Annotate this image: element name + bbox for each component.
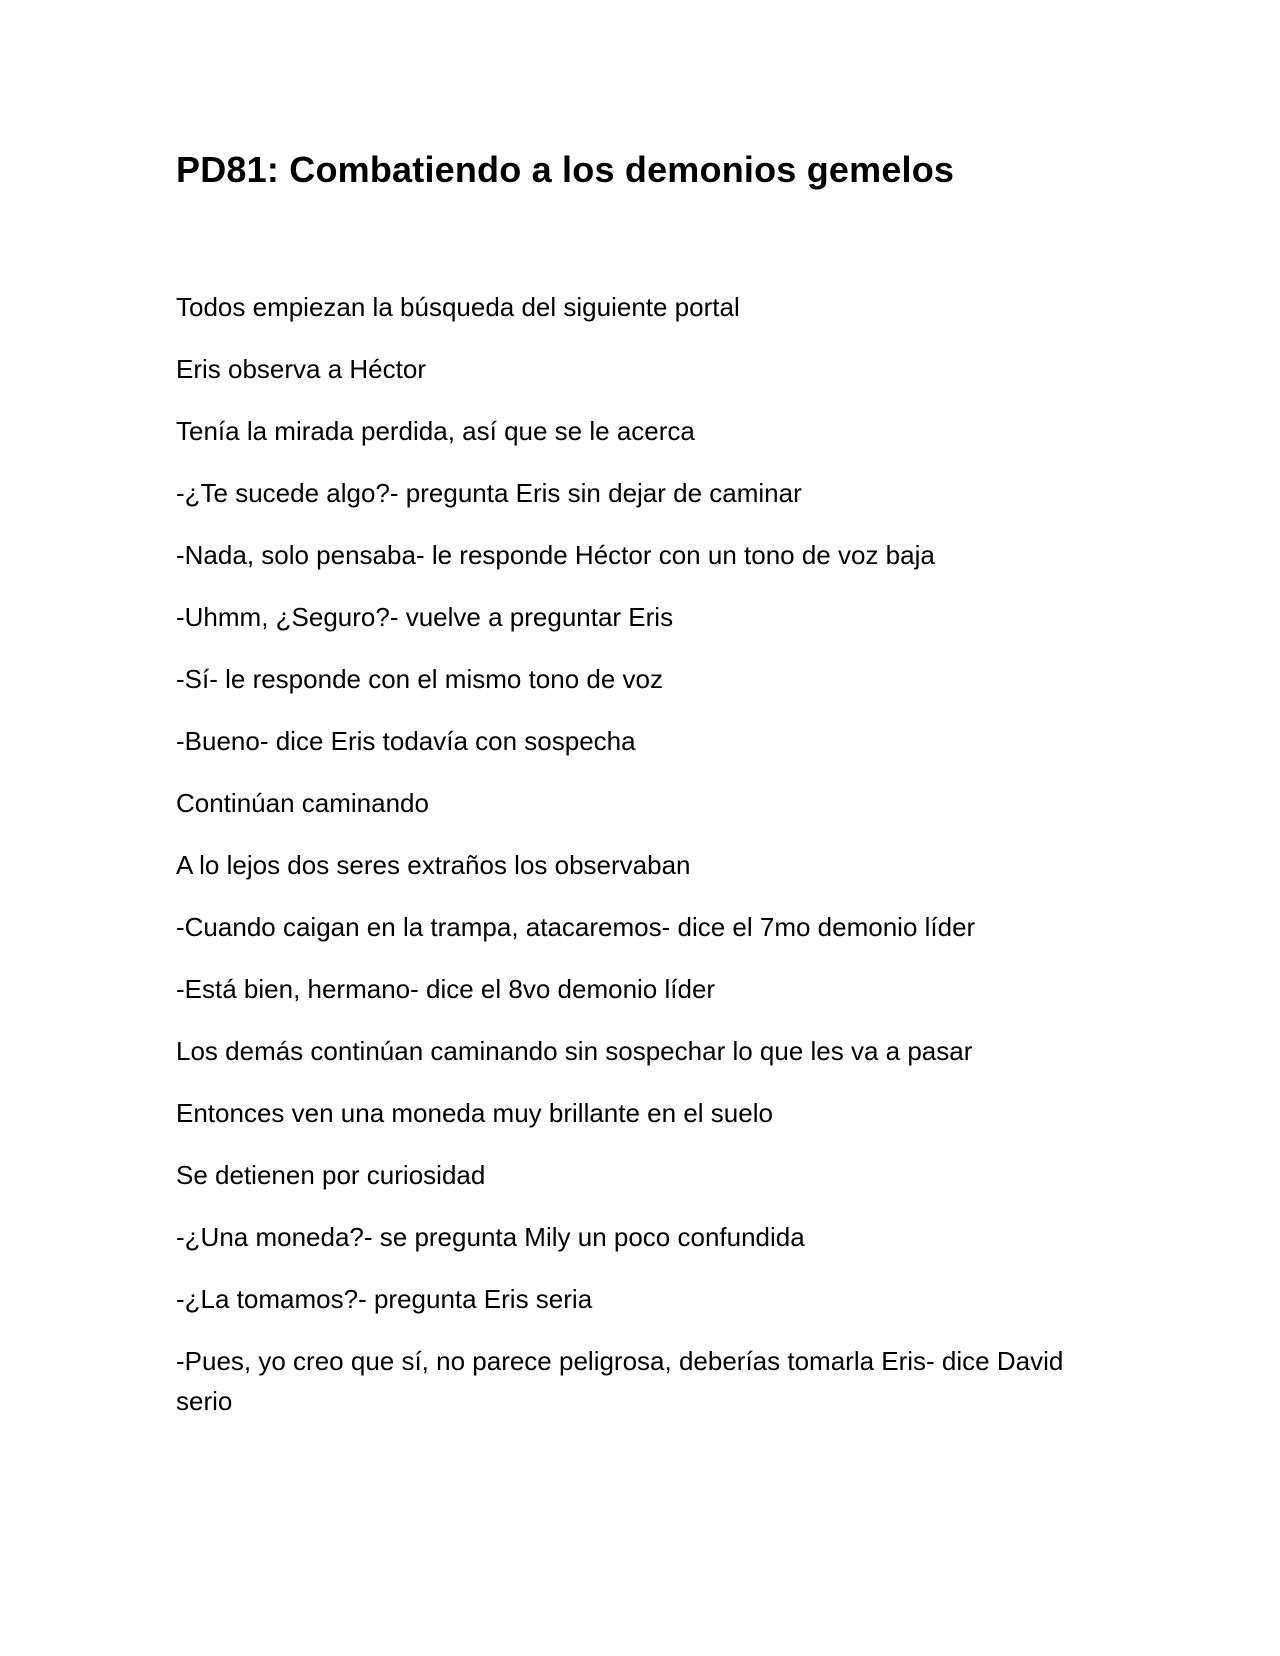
- paragraph: Continúan caminando: [176, 788, 429, 819]
- paragraph: Entonces ven una moneda muy brillante en el suelo: [176, 1098, 773, 1129]
- paragraph: Se detienen por curiosidad: [176, 1160, 486, 1191]
- document-title: PD81: Combatiendo a los demonios gemelos: [176, 149, 955, 190]
- paragraph: -Nada, solo pensaba- le responde Héctor con un tono de voz baja: [176, 540, 935, 571]
- paragraph: Todos empiezan la búsqueda del siguiente portal: [176, 292, 740, 323]
- paragraph: -¿Te sucede algo?- pregunta Eris sin dejar de caminar: [176, 478, 802, 509]
- paragraph: -¿Una moneda?- se pregunta Mily un poco confundida: [176, 1222, 805, 1253]
- paragraph: -¿La tomamos?- pregunta Eris seria: [176, 1284, 593, 1315]
- paragraph: A lo lejos dos seres extraños los observaban: [176, 850, 691, 881]
- paragraph: -Sí- le responde con el mismo tono de voz: [176, 664, 664, 695]
- paragraph: -Uhmm, ¿Seguro?- vuelve a preguntar Eris: [176, 602, 674, 633]
- paragraph: -Bueno- dice Eris todavía con sospecha: [176, 726, 636, 757]
- paragraph: Tenía la mirada perdida, así que se le acerca: [176, 416, 695, 447]
- paragraph: Eris observa a Héctor: [176, 354, 426, 385]
- paragraph: -Cuando caigan en la trampa, atacaremos- dice el 7mo demonio líder: [176, 912, 976, 943]
- paragraph: -Está bien, hermano- dice el 8vo demonio líder: [176, 974, 716, 1005]
- paragraph: -Pues, yo creo que sí, no parece peligrosa, deberías tomarla Eris- dice David serio: [176, 1346, 1064, 1417]
- paragraph: Los demás continúan caminando sin sospechar lo que les va a pasar: [176, 1036, 973, 1067]
